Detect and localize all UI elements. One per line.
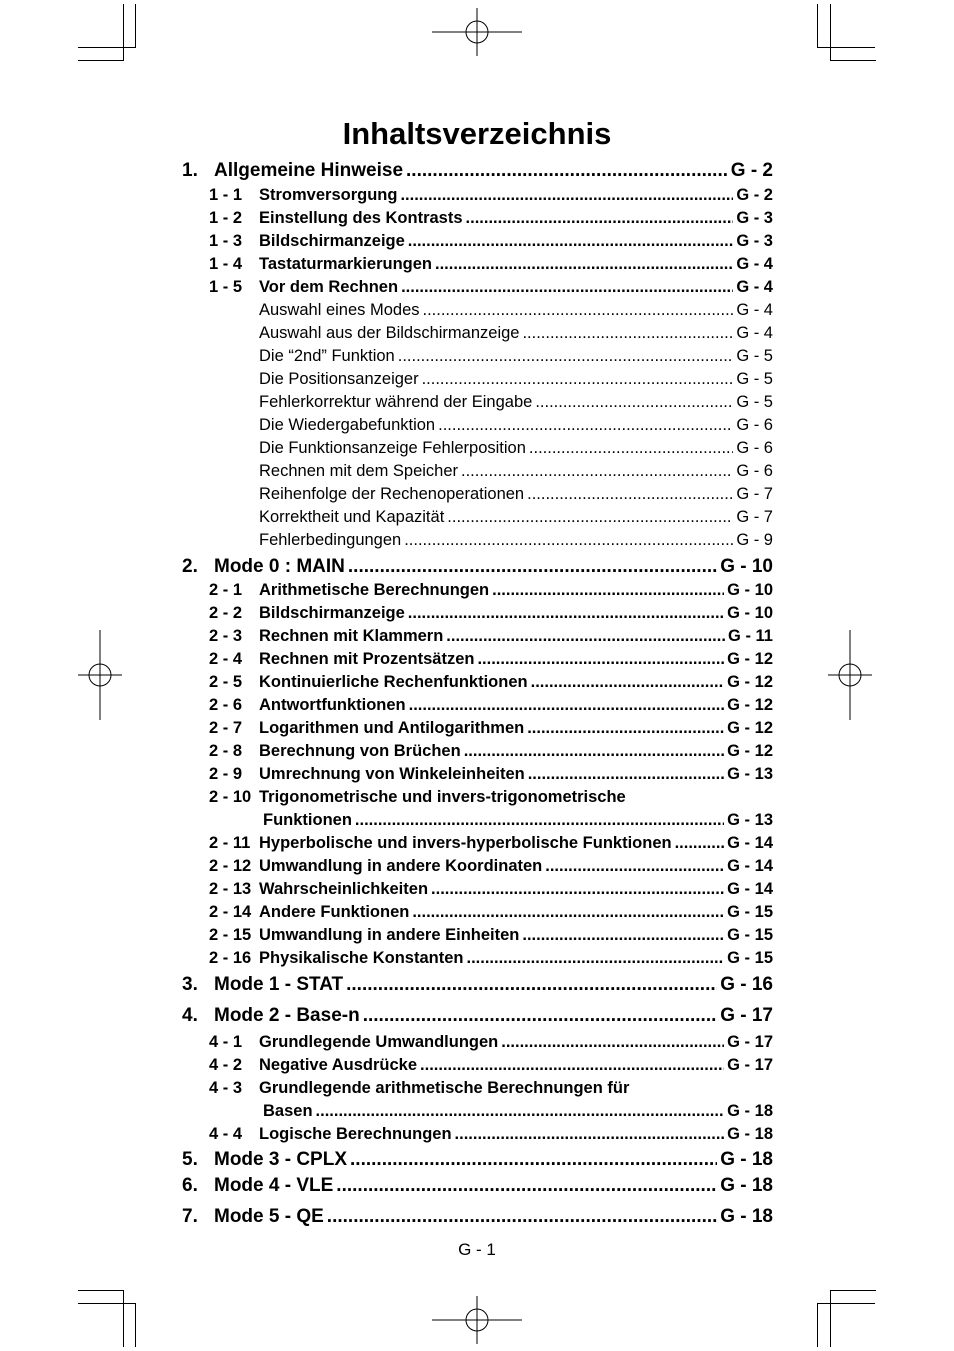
- toc-leader-dots: [336, 1175, 717, 1197]
- toc-entry-page: G - 14: [727, 857, 773, 875]
- crop-mark-top-right-h: [817, 47, 875, 48]
- toc-entry-title: Bildschirmanzeige: [259, 604, 405, 622]
- toc-entry-title: Andere Funktionen: [259, 903, 410, 921]
- toc-entry-number: 2 - 13: [209, 880, 252, 898]
- toc-leader-dots: [408, 232, 734, 251]
- toc-entry: [209, 1125, 773, 1144]
- toc-leader-dots: [528, 765, 724, 784]
- crop-mark-top-left-v2: [123, 4, 124, 61]
- toc-entry-number: 2 - 11: [209, 834, 251, 852]
- toc-leader-dots: [461, 462, 733, 481]
- toc-entry-title: Logarithmen und Antilogarithmen: [259, 719, 525, 737]
- toc-entry-title: Logische Berechnungen: [259, 1125, 452, 1143]
- toc-entry: [209, 880, 773, 899]
- toc-leader-dots: [466, 209, 734, 228]
- toc-leader-dots: [522, 926, 724, 945]
- registration-mark-right: [826, 630, 874, 720]
- toc-entry-page: G - 18: [720, 1175, 773, 1196]
- toc-entry-page: G - 7: [736, 485, 773, 503]
- toc-entry: [182, 556, 773, 578]
- toc-entry: [209, 255, 773, 274]
- toc-entry-page: G - 4: [736, 301, 773, 319]
- toc-entry-title: Die Funktionsanzeige Fehlerposition: [259, 439, 526, 457]
- toc-entry-number: 4 - 1: [209, 1033, 243, 1051]
- toc-leader-dots: [464, 742, 724, 761]
- toc-entry: [182, 1175, 773, 1197]
- toc-entry-number: 2 - 7: [209, 719, 243, 737]
- toc-entry-title: Rechnen mit dem Speicher: [259, 462, 459, 480]
- toc-entry: [259, 370, 773, 389]
- toc-leader-dots: [455, 1125, 725, 1144]
- toc-entry-page: G - 18: [720, 1149, 773, 1170]
- toc-entry-title: Stromversorgung: [259, 186, 398, 204]
- toc-entry-number: 1 - 4: [209, 255, 243, 273]
- toc-entry-title: Bildschirmanzeige: [259, 232, 405, 250]
- toc-leader-dots: [409, 696, 725, 715]
- toc-leader-dots: [446, 627, 725, 646]
- toc-entry-number: 1 - 3: [209, 232, 243, 250]
- toc-entry: [182, 974, 773, 996]
- toc-leader-dots: [527, 485, 733, 504]
- toc-entry-number: 2 - 9: [209, 765, 243, 783]
- toc-entry-page: G - 3: [736, 232, 773, 250]
- toc-entry-title: Umrechnung von Winkeleinheiten: [259, 765, 525, 783]
- toc-entry-page: G - 10: [727, 581, 773, 599]
- toc-entry-number: 2 - 2: [209, 604, 243, 622]
- toc-entry-title: Berechnung von Brüchen: [259, 742, 461, 760]
- toc-leader-dots: [398, 347, 734, 366]
- toc-entry: [209, 627, 773, 646]
- toc-entry-page: G - 5: [736, 370, 773, 388]
- toc-entry-page: G - 4: [736, 255, 773, 273]
- toc-entry-page: G - 12: [727, 696, 773, 714]
- toc-entry-title: Auswahl aus der Bildschirmanzeige: [259, 324, 520, 342]
- toc-entry-page: G - 7: [736, 508, 773, 526]
- toc-entry: [263, 1102, 773, 1121]
- toc-entry-page: G - 3: [736, 209, 773, 227]
- toc-entry: [209, 1033, 773, 1052]
- crop-mark-bottom-left-v2: [123, 1290, 124, 1347]
- toc-entry-number: 1 - 2: [209, 209, 243, 227]
- crop-mark-top-right-v: [817, 4, 818, 48]
- toc-leader-dots: [431, 880, 724, 899]
- toc-entry-number: 2 - 1: [209, 581, 243, 599]
- toc-entry: [209, 1056, 773, 1075]
- toc-leader-dots: [675, 834, 725, 853]
- page-title: Inhaltsverzeichnis: [342, 116, 612, 151]
- crop-mark-top-right-v2: [830, 4, 831, 61]
- toc-entry-page: G - 16: [720, 974, 773, 995]
- toc-leader-dots: [355, 811, 724, 830]
- toc-leader-dots: [400, 186, 733, 205]
- toc-leader-dots: [316, 1102, 725, 1121]
- toc-entry: [259, 462, 773, 481]
- toc-entry: [259, 531, 773, 550]
- toc-entry-page: G - 5: [736, 347, 773, 365]
- toc-entry-page: G - 6: [736, 416, 773, 434]
- toc-entry-title: Die Positionsanzeiger: [259, 370, 419, 388]
- toc-entry-title: Reihenfolge der Rechenoperationen: [259, 485, 525, 503]
- toc-entry: [209, 650, 773, 669]
- toc-entry-title: Trigonometrische und invers-trigonometrische: [259, 788, 626, 806]
- toc-entry-page: G - 17: [720, 1005, 773, 1026]
- toc-entry-page: G - 13: [727, 811, 773, 829]
- toc-leader-dots: [406, 160, 728, 182]
- toc-entry-page: G - 14: [727, 834, 773, 852]
- crop-mark-top-left-v: [135, 4, 136, 48]
- toc-leader-dots: [522, 324, 733, 343]
- toc-entry-number: 1.: [182, 160, 198, 181]
- toc-leader-dots: [327, 1206, 717, 1228]
- toc-entry-title: Wahrscheinlichkeiten: [259, 880, 429, 898]
- toc-entry-title: Physikalische Konstanten: [259, 949, 464, 967]
- toc-entry-title: Allgemeine Hinweise: [214, 160, 404, 181]
- toc-entry: [182, 1206, 773, 1228]
- toc-entry-page: G - 15: [727, 926, 773, 944]
- toc-entry-number: 7.: [182, 1206, 198, 1227]
- toc-entry: [209, 581, 773, 600]
- toc-entry: [209, 926, 773, 945]
- toc-entry: [259, 508, 773, 527]
- toc-entry-number: 1 - 1: [209, 186, 243, 204]
- crop-mark-bottom-left-v: [135, 1303, 136, 1347]
- toc-entry-number: 2 - 15: [209, 926, 252, 944]
- toc-entry: [209, 673, 773, 692]
- crop-mark-top-left-h2: [78, 60, 124, 61]
- toc-leader-dots: [348, 556, 717, 578]
- toc-entry-title: Funktionen: [263, 811, 352, 829]
- toc-leader-dots: [363, 1005, 717, 1027]
- toc-entry: [209, 949, 773, 968]
- toc-entry-number: 2 - 5: [209, 673, 243, 691]
- toc-leader-dots: [408, 604, 724, 623]
- toc-entry-page: G - 18: [720, 1206, 773, 1227]
- toc-entry-number: 2 - 8: [209, 742, 243, 760]
- toc-entry-page: G - 11: [728, 627, 773, 645]
- toc-entry: [209, 742, 773, 761]
- toc-entry-title: Tastaturmarkierungen: [259, 255, 432, 273]
- toc-leader-dots: [501, 1033, 724, 1052]
- toc-entry-title: Mode 0 : MAIN: [214, 556, 345, 577]
- toc-entry: [263, 811, 773, 830]
- crop-mark-bottom-right-h2: [830, 1290, 876, 1291]
- toc-entry-page: G - 2: [730, 160, 773, 181]
- toc-entry: [182, 160, 773, 182]
- toc-leader-dots: [545, 857, 724, 876]
- toc-entry-number: 1 - 5: [209, 278, 243, 296]
- toc-entry-number: 2 - 10: [209, 788, 252, 806]
- toc-leader-dots: [423, 301, 734, 320]
- toc-entry-title: Die “2nd” Funktion: [259, 347, 395, 365]
- toc-entry: [209, 788, 773, 807]
- toc-entry-title: Umwandlung in andere Koordinaten: [259, 857, 543, 875]
- toc-entry: [209, 232, 773, 251]
- toc-leader-dots: [346, 974, 717, 996]
- toc-entry-page: G - 10: [720, 556, 773, 577]
- crop-mark-bottom-right-h: [817, 1303, 875, 1304]
- toc-entry: [209, 857, 773, 876]
- toc-leader-dots: [527, 719, 724, 738]
- toc-leader-dots: [401, 278, 733, 297]
- toc-entry-title: Mode 4 - VLE: [214, 1175, 334, 1196]
- registration-mark-bottom: [430, 1296, 524, 1344]
- toc-entry-title: Grundlegende arithmetische Berechnungen für: [259, 1079, 630, 1097]
- page-number: G - 1: [458, 1240, 496, 1259]
- toc-entry-title: Rechnen mit Klammern: [259, 627, 444, 645]
- toc-leader-dots: [350, 1149, 717, 1171]
- toc-leader-dots: [467, 949, 725, 968]
- toc-leader-dots: [435, 255, 733, 274]
- toc-leader-dots: [438, 416, 733, 435]
- toc-entry: [259, 301, 773, 320]
- toc-entry: [259, 416, 773, 435]
- toc-entry-page: G - 6: [736, 439, 773, 457]
- toc-entry-title: Vor dem Rechnen: [259, 278, 399, 296]
- toc-entry: [259, 485, 773, 504]
- toc-entry: [209, 278, 773, 297]
- toc-entry-number: 6.: [182, 1175, 198, 1196]
- toc-entry-number: 3.: [182, 974, 198, 995]
- toc-leader-dots: [529, 439, 733, 458]
- toc-entry-page: G - 13: [727, 765, 773, 783]
- toc-entry-page: G - 9: [736, 531, 773, 549]
- toc-entry-page: G - 4: [736, 324, 773, 342]
- toc-entry: [209, 186, 773, 205]
- toc-entry: [209, 834, 773, 853]
- toc-entry-page: G - 6: [736, 462, 773, 480]
- toc-entry: [209, 209, 773, 228]
- toc-entry-page: G - 5: [736, 393, 773, 411]
- toc-leader-dots: [492, 581, 724, 600]
- toc-leader-dots: [404, 531, 733, 550]
- toc-leader-dots: [412, 903, 724, 922]
- toc-entry-number: 2 - 16: [209, 949, 252, 967]
- toc-entry-number: 2 - 4: [209, 650, 243, 668]
- toc-entry-number: 2.: [182, 556, 198, 577]
- toc-entry-title: Hyperbolische und invers-hyperbolische Funktionen: [259, 834, 672, 852]
- toc-entry: [259, 393, 773, 412]
- toc-entry: [259, 347, 773, 366]
- toc-entry-number: 4 - 2: [209, 1056, 243, 1074]
- toc-entry: [259, 324, 773, 343]
- toc-entry-title: Die Wiedergabefunktion: [259, 416, 436, 434]
- toc-entry-number: 4 - 4: [209, 1125, 243, 1143]
- toc-leader-dots: [422, 370, 734, 389]
- toc-entry-title: Grundlegende Umwandlungen: [259, 1033, 499, 1051]
- toc-entry-title: Rechnen mit Prozentsätzen: [259, 650, 475, 668]
- toc-entry-number: 2 - 14: [209, 903, 252, 921]
- toc-entry-title: Antwortfunktionen: [259, 696, 406, 714]
- toc-entry-number: 2 - 3: [209, 627, 243, 645]
- toc-entry-title: Negative Ausdrücke: [259, 1056, 418, 1074]
- toc-entry-page: G - 10: [727, 604, 773, 622]
- toc-entry-title: Fehlerkorrektur während der Eingabe: [259, 393, 533, 411]
- toc-entry-page: G - 17: [727, 1033, 773, 1051]
- toc-leader-dots: [531, 673, 725, 692]
- toc-entry-page: G - 18: [727, 1102, 773, 1120]
- toc-entry: [209, 1079, 773, 1098]
- registration-mark-top: [430, 8, 524, 56]
- toc-entry: [182, 1005, 773, 1027]
- registration-mark-left: [76, 630, 124, 720]
- toc-entry-page: G - 15: [727, 903, 773, 921]
- toc-entry-title: Mode 3 - CPLX: [214, 1149, 348, 1170]
- toc-entry-title: Einstellung des Kontrasts: [259, 209, 463, 227]
- toc-entry-title: Auswahl eines Modes: [259, 301, 420, 319]
- crop-mark-bottom-left-h2: [78, 1290, 124, 1291]
- toc-entry-page: G - 12: [727, 650, 773, 668]
- toc-entry-title: Fehlerbedingungen: [259, 531, 402, 549]
- crop-mark-bottom-left-h: [78, 1303, 136, 1304]
- toc-entry-title: Mode 5 - QE: [214, 1206, 324, 1227]
- toc-entry: [209, 719, 773, 738]
- toc-entry: [209, 765, 773, 784]
- toc-entry-page: G - 12: [727, 673, 773, 691]
- toc-leader-dots: [420, 1056, 724, 1075]
- toc-entry-number: 5.: [182, 1149, 198, 1170]
- toc-entry-page: G - 12: [727, 742, 773, 760]
- toc-entry-page: G - 2: [736, 186, 773, 204]
- toc-leader-dots: [447, 508, 733, 527]
- toc-entry: [259, 439, 773, 458]
- toc-entry: [182, 1149, 773, 1171]
- toc-entry-number: 4.: [182, 1005, 198, 1026]
- toc-entry-page: G - 12: [727, 719, 773, 737]
- toc-entry-page: G - 18: [727, 1125, 773, 1143]
- toc-entry: [209, 696, 773, 715]
- toc-entry-number: 2 - 6: [209, 696, 243, 714]
- toc-entry-title: Mode 2 - Base-n: [214, 1005, 360, 1026]
- toc-entry-title: Arithmetische Berechnungen: [259, 581, 490, 599]
- toc-leader-dots: [535, 393, 733, 412]
- toc-entry-number: 4 - 3: [209, 1079, 243, 1097]
- toc-entry: [209, 903, 773, 922]
- toc-entry-page: G - 4: [736, 278, 773, 296]
- toc-entry-page: G - 17: [727, 1056, 773, 1074]
- toc-entry-number: 2 - 12: [209, 857, 252, 875]
- toc-entry-title: Umwandlung in andere Einheiten: [259, 926, 520, 944]
- toc-entry-title: Kontinuierliche Rechenfunktionen: [259, 673, 528, 691]
- crop-mark-bottom-right-v2: [830, 1290, 831, 1347]
- toc-leader-dots: [477, 650, 724, 669]
- crop-mark-bottom-right-v: [817, 1303, 818, 1347]
- toc-entry-page: G - 14: [727, 880, 773, 898]
- toc-entry-title: Mode 1 - STAT: [214, 974, 344, 995]
- toc-entry-title: Basen: [263, 1102, 313, 1120]
- crop-mark-top-left-h: [78, 47, 136, 48]
- toc-entry-page: G - 15: [727, 949, 773, 967]
- toc-entry-title: Korrektheit und Kapazität: [259, 508, 445, 526]
- crop-mark-top-right-h2: [830, 60, 876, 61]
- toc-entry: [209, 604, 773, 623]
